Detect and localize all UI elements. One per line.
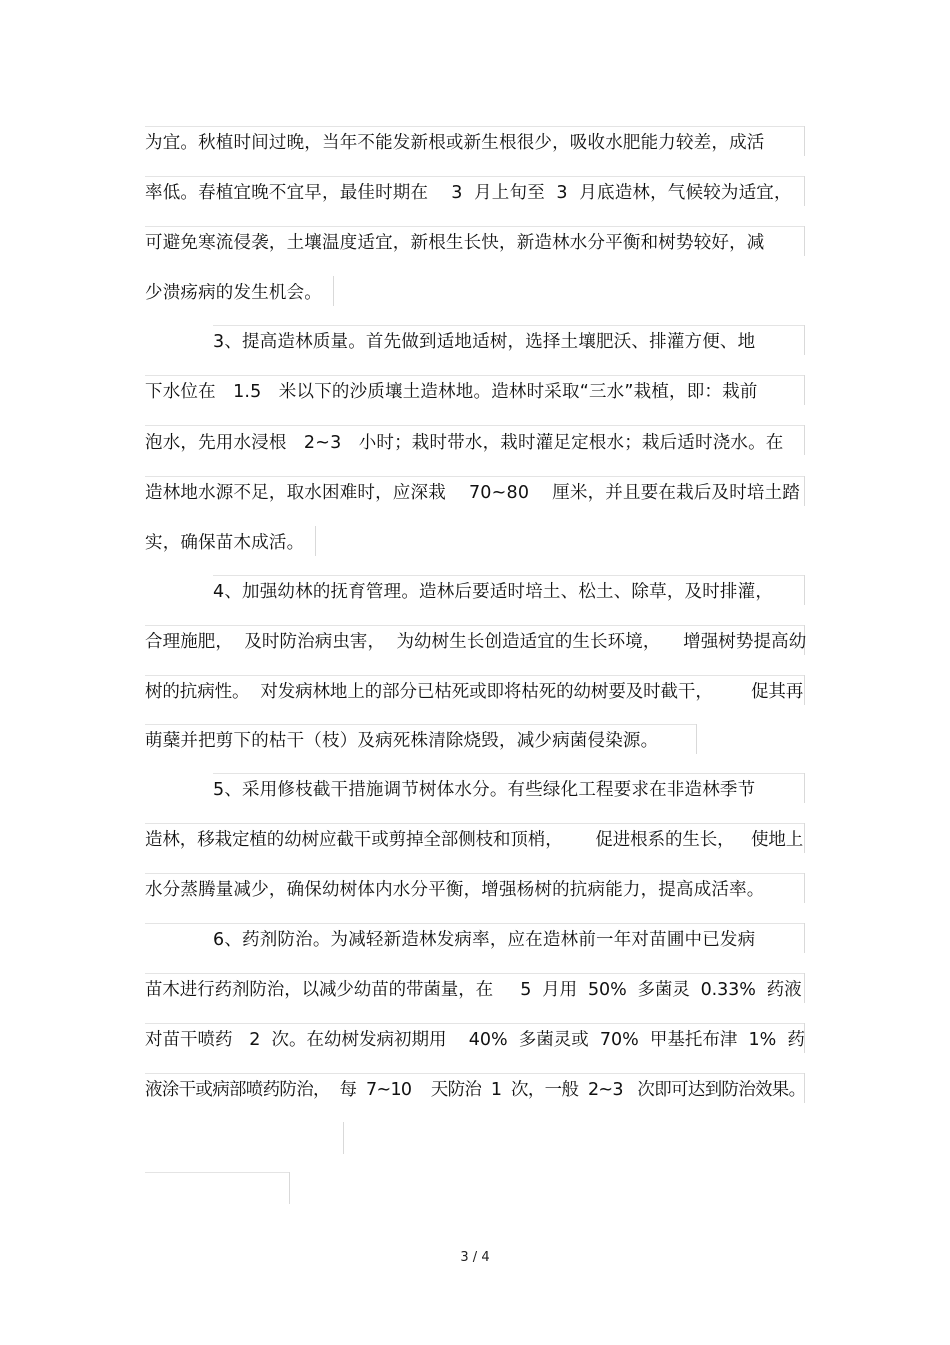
guide-line bbox=[145, 226, 805, 227]
guide-line bbox=[804, 425, 805, 455]
guide-line bbox=[804, 575, 805, 605]
body-text-line: 萌蘖并把剪下的枯干（枝）及病死株清除烧毁，减少病菌侵染源。 bbox=[145, 731, 659, 751]
paragraph-heading-line: 5、采用修枝截干措施调节树体水分。有些绿化工程要求在非造林季节 bbox=[213, 780, 756, 800]
guide-line bbox=[804, 375, 805, 405]
body-text-line: 液涂干或病部喷药防治， 每 7~10 天防治 1 次，一般 2~3 次即可达到防治效果。 bbox=[145, 1080, 806, 1100]
paragraph-heading-line: 4、加强幼林的抚育管理。造林后要适时培土、松土、除草，及时排灌， bbox=[213, 582, 774, 602]
guide-line bbox=[145, 1172, 290, 1173]
guide-line bbox=[289, 1172, 290, 1204]
guide-line bbox=[145, 625, 805, 626]
body-text-line: 实，确保苗木成活。 bbox=[145, 533, 305, 553]
guide-line bbox=[145, 476, 805, 477]
body-text-line: 泡水，先用水浸根 2~3 小时；栽时带水，栽时灌足定根水；栽后适时浇水。在 bbox=[145, 433, 784, 453]
guide-line bbox=[343, 1122, 344, 1154]
body-text-line: 少溃疡病的发生机会。 bbox=[145, 283, 322, 303]
guide-line bbox=[145, 425, 805, 426]
body-text-line: 树的抗病性。 对发病林地上的部分已枯死或即将枯死的幼树要及时截干， 促其再 bbox=[145, 682, 804, 702]
guide-line bbox=[145, 126, 805, 127]
guide-line bbox=[213, 773, 805, 774]
paragraph-heading-line: 6、药剂防治。为减轻新造林发病率，应在造林前一年对苗圃中已发病 bbox=[213, 930, 756, 950]
guide-line bbox=[145, 973, 805, 974]
guide-line bbox=[804, 973, 805, 1003]
body-text-line: 率低。春植宜晚不宜早，最佳时期在 3 月上旬至 3 月底造林，气候较为适宜， bbox=[145, 183, 792, 203]
guide-line bbox=[145, 1073, 805, 1074]
guide-line bbox=[213, 575, 805, 576]
guide-line bbox=[145, 823, 805, 824]
guide-line bbox=[804, 873, 805, 903]
guide-line bbox=[145, 375, 805, 376]
body-text-line: 下水位在 1.5 米以下的沙质壤土造林地。造林时采取“三水”栽植，即：栽前 bbox=[145, 382, 758, 402]
guide-line bbox=[145, 724, 697, 725]
guide-line bbox=[145, 923, 805, 924]
guide-line bbox=[804, 476, 805, 506]
guide-line bbox=[804, 176, 805, 206]
guide-line bbox=[145, 1023, 805, 1024]
body-text-line: 水分蒸腾量减少，确保幼树体内水分平衡，增强杨树的抗病能力，提高成活率。 bbox=[145, 880, 765, 900]
body-text-line: 造林，移栽定植的幼树应截干或剪掉全部侧枝和顶梢， 促进根系的生长， 使地上 bbox=[145, 830, 804, 850]
guide-line bbox=[145, 873, 805, 874]
body-text-line: 合理施肥， 及时防治病虫害， 为幼树生长创造适宜的生长环境， 增强树势提高幼 bbox=[145, 632, 807, 652]
guide-line bbox=[804, 226, 805, 256]
paragraph-heading-line: 3、提高造林质量。首先做到适地适树，选择土壤肥沃、排灌方便、地 bbox=[213, 332, 756, 352]
guide-line bbox=[333, 276, 334, 306]
guide-line bbox=[145, 176, 805, 177]
guide-line bbox=[804, 325, 805, 355]
guide-line bbox=[315, 526, 316, 556]
guide-line bbox=[804, 923, 805, 953]
body-text-line: 可避免寒流侵袭，土壤温度适宜，新根生长快，新造林水分平衡和树势较好，减 bbox=[145, 233, 765, 253]
guide-line bbox=[145, 675, 805, 676]
guide-line bbox=[804, 675, 805, 705]
guide-line bbox=[804, 126, 805, 156]
guide-line bbox=[696, 724, 697, 754]
body-text-line: 造林地水源不足，取水困难时，应深栽 70~80 厘米，并且要在栽后及时培土踏 bbox=[145, 483, 800, 503]
guide-line bbox=[804, 773, 805, 803]
page-number: 3 / 4 bbox=[460, 1250, 490, 1265]
body-text-line: 为宜。秋植时间过晚，当年不能发新根或新生根很少，吸收水肥能力较差，成活 bbox=[145, 133, 765, 153]
guide-line bbox=[804, 823, 805, 853]
body-text-line: 对苗干喷药 2 次。在幼树发病初期用 40% 多菌灵或 70% 甲基托布津 1% 药 bbox=[145, 1030, 805, 1050]
body-text-line: 苗木进行药剂防治，以减少幼苗的带菌量，在 5 月用 50% 多菌灵 0.33% 药液 bbox=[145, 980, 802, 1000]
guide-line bbox=[213, 325, 805, 326]
